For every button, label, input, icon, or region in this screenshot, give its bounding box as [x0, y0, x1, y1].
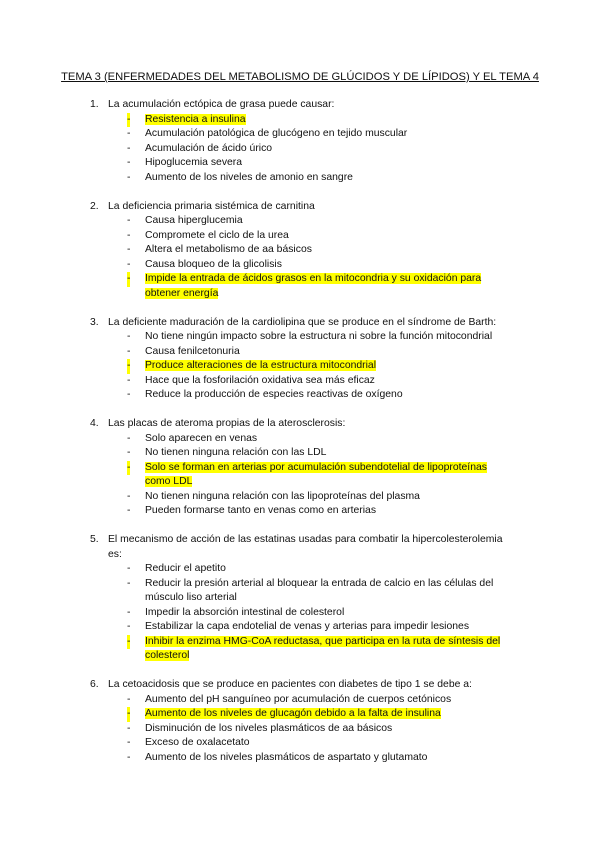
- question: [0, 200, 600, 302]
- question-stem: [0, 533, 518, 562]
- answer-option: [0, 156, 515, 171]
- answer-option: [0, 693, 515, 708]
- question: [0, 533, 600, 664]
- question-stem: [0, 678, 518, 693]
- highlighted-answer-option: [0, 113, 515, 128]
- option-text: Estabilizar la capa endotelial de venas y arterias para impedir lesiones: [145, 621, 470, 632]
- option-list: [0, 432, 600, 519]
- answer-option: [0, 432, 515, 447]
- question: [0, 98, 600, 185]
- option-text: Solo aparecen en venas: [145, 432, 258, 444]
- dash-bullet: -: [127, 577, 131, 589]
- question-text: Las placas de ateroma propias de la aterosclerosis:: [108, 418, 346, 429]
- dash-bullet: -: [127, 244, 131, 255]
- option-text: Causa hiperglucemia: [145, 215, 243, 226]
- question-number: 2.: [90, 200, 99, 212]
- option-list: [0, 693, 600, 766]
- question-number: 3.: [90, 316, 99, 328]
- dash-bullet: -: [127, 505, 131, 516]
- option-text: Altera el metabolismo de aa básicos: [145, 244, 312, 255]
- answer-option: [0, 330, 515, 345]
- option-text: Resistencia a insulina: [145, 113, 246, 125]
- option-text: Inhibir la enzima HMG-CoA reductasa, que participa en la ruta de síntesis del colesterol: [145, 635, 501, 661]
- question-text: La deficiente maduración de la cardiolipina que se produce en el síndrome de Barth:: [108, 316, 497, 328]
- question-stem: [0, 200, 518, 215]
- dash-bullet: -: [127, 128, 131, 139]
- option-text: Solo se forman en arterias por acumulación subendotelial de lipoproteínas como LDL: [145, 461, 487, 487]
- question-number: 1.: [90, 99, 99, 110]
- answer-option: [0, 446, 515, 461]
- answer-option: [0, 388, 515, 403]
- question: [0, 316, 600, 403]
- option-text: No tienen ninguna relación con las LDL: [145, 447, 327, 458]
- answer-option: [0, 620, 515, 635]
- option-list: [0, 113, 600, 186]
- answer-option: [0, 214, 515, 229]
- page-title: TEMA 3 (ENFERMEDADES DEL METABOLISMO DE GLÚCIDOS Y DE LÍPIDOS) Y EL TEMA 4: [61, 71, 539, 83]
- question-number: 5.: [90, 534, 99, 545]
- option-text: No tiene ningún impacto sobre la estructura ni sobre la función mitocondrial: [145, 331, 493, 342]
- option-text: Reduce la producción de especies reactivas de oxígeno: [145, 389, 403, 400]
- option-text: Causa fenilcetonuria: [145, 345, 240, 357]
- question-text: La cetoacidosis que se produce en pacientes con diabetes de tipo 1 se debe a:: [108, 679, 472, 690]
- question-text: La acumulación ectópica de grasa puede causar:: [108, 99, 335, 110]
- question-number: 6.: [90, 679, 99, 690]
- answer-option: [0, 751, 515, 766]
- highlighted-answer-option: [0, 707, 515, 722]
- question-number: 4.: [90, 418, 99, 429]
- option-text: Acumulación patológica de glucógeno en tejido muscular: [145, 128, 408, 139]
- answer-option: [0, 562, 515, 577]
- dash-bullet: -: [127, 707, 130, 722]
- question-stem: [0, 316, 518, 331]
- answer-option: [0, 229, 515, 244]
- dash-bullet: -: [127, 331, 131, 342]
- answer-option: [0, 171, 515, 186]
- option-text: Disminución de los niveles plasmáticos de aa básicos: [145, 722, 393, 734]
- option-text: Hace que la fosforilación oxidativa sea más eficaz: [145, 374, 375, 386]
- option-text: Compromete el ciclo de la urea: [145, 229, 289, 241]
- dash-bullet: -: [127, 374, 131, 386]
- dash-bullet: -: [127, 563, 131, 574]
- dash-bullet: -: [127, 345, 131, 357]
- dash-bullet: -: [127, 722, 131, 734]
- question-list: [0, 98, 600, 780]
- question-text: La deficiencia primaria sistémica de carnitina: [108, 200, 315, 212]
- option-text: No tienen ninguna relación con las lipoproteínas del plasma: [145, 490, 420, 502]
- dash-bullet: -: [127, 751, 131, 763]
- answer-option: [0, 736, 515, 751]
- dash-bullet: -: [127, 215, 131, 226]
- question-text: El mecanismo de acción de las estatinas usadas para combatir la hipercolesterolemia es:: [108, 534, 503, 560]
- highlighted-answer-option: [0, 359, 515, 374]
- option-text: Pueden formarse tanto en venas como en arterias: [145, 505, 377, 516]
- question: [0, 417, 600, 519]
- dash-bullet: -: [127, 229, 131, 241]
- dash-bullet: -: [127, 432, 131, 444]
- option-list: [0, 214, 600, 301]
- option-text: Aumento de los niveles de amonio en sangre: [145, 171, 353, 183]
- option-text: Exceso de oxalacetato: [145, 737, 250, 748]
- dash-bullet: -: [127, 737, 131, 748]
- option-text: Aumento de los niveles plasmáticos de aspartato y glutamato: [145, 751, 428, 763]
- dash-bullet: -: [127, 621, 131, 632]
- option-text: Impide la entrada de ácidos grasos en la mitocondria y su oxidación para obtener energía: [145, 273, 482, 299]
- dash-bullet: -: [127, 359, 130, 374]
- option-list: [0, 330, 600, 403]
- dash-bullet: -: [127, 171, 131, 183]
- answer-option: [0, 127, 515, 142]
- answer-option: [0, 258, 515, 273]
- dash-bullet: -: [127, 693, 131, 705]
- option-text: Aumento del pH sanguíneo por acumulación de cuerpos cetónicos: [145, 693, 452, 705]
- option-text: Reducir el apetito: [145, 563, 226, 574]
- option-text: Acumulación de ácido úrico: [145, 142, 273, 154]
- dash-bullet: -: [127, 157, 131, 168]
- dash-bullet: -: [127, 635, 130, 650]
- answer-option: [0, 243, 515, 258]
- dash-bullet: -: [127, 447, 131, 458]
- option-text: Produce alteraciones de la estructura mitocondrial: [145, 360, 377, 371]
- question-stem: [0, 98, 518, 113]
- dash-bullet: -: [127, 389, 131, 400]
- answer-option: [0, 504, 515, 519]
- answer-option: [0, 722, 515, 737]
- option-text: Hipoglucemia severa: [145, 157, 243, 168]
- dash-bullet: -: [127, 258, 131, 270]
- answer-option: [0, 490, 515, 505]
- dash-bullet: -: [127, 461, 130, 476]
- dash-bullet: -: [127, 113, 130, 128]
- dash-bullet: -: [127, 490, 131, 502]
- answer-option: [0, 577, 515, 606]
- highlighted-answer-option: [0, 461, 515, 490]
- dash-bullet: -: [127, 272, 130, 287]
- dash-bullet: -: [127, 142, 131, 154]
- dash-bullet: -: [127, 606, 131, 618]
- answer-option: [0, 374, 515, 389]
- answer-option: [0, 345, 515, 360]
- option-text: Aumento de los niveles de glucagón debido a la falta de insulina: [145, 708, 441, 719]
- option-list: [0, 562, 600, 664]
- answer-option: [0, 606, 515, 621]
- question-stem: [0, 417, 518, 432]
- option-text: Impedir la absorción intestinal de colesterol: [145, 606, 345, 618]
- option-text: Reducir la presión arterial al bloquear la entrada de calcio en las células del músculo liso arterial: [145, 577, 494, 603]
- highlighted-answer-option: [0, 635, 515, 664]
- option-text: Causa bloqueo de la glicolisis: [145, 258, 282, 270]
- question: [0, 678, 600, 765]
- answer-option: [0, 142, 515, 157]
- highlighted-answer-option: [0, 272, 515, 301]
